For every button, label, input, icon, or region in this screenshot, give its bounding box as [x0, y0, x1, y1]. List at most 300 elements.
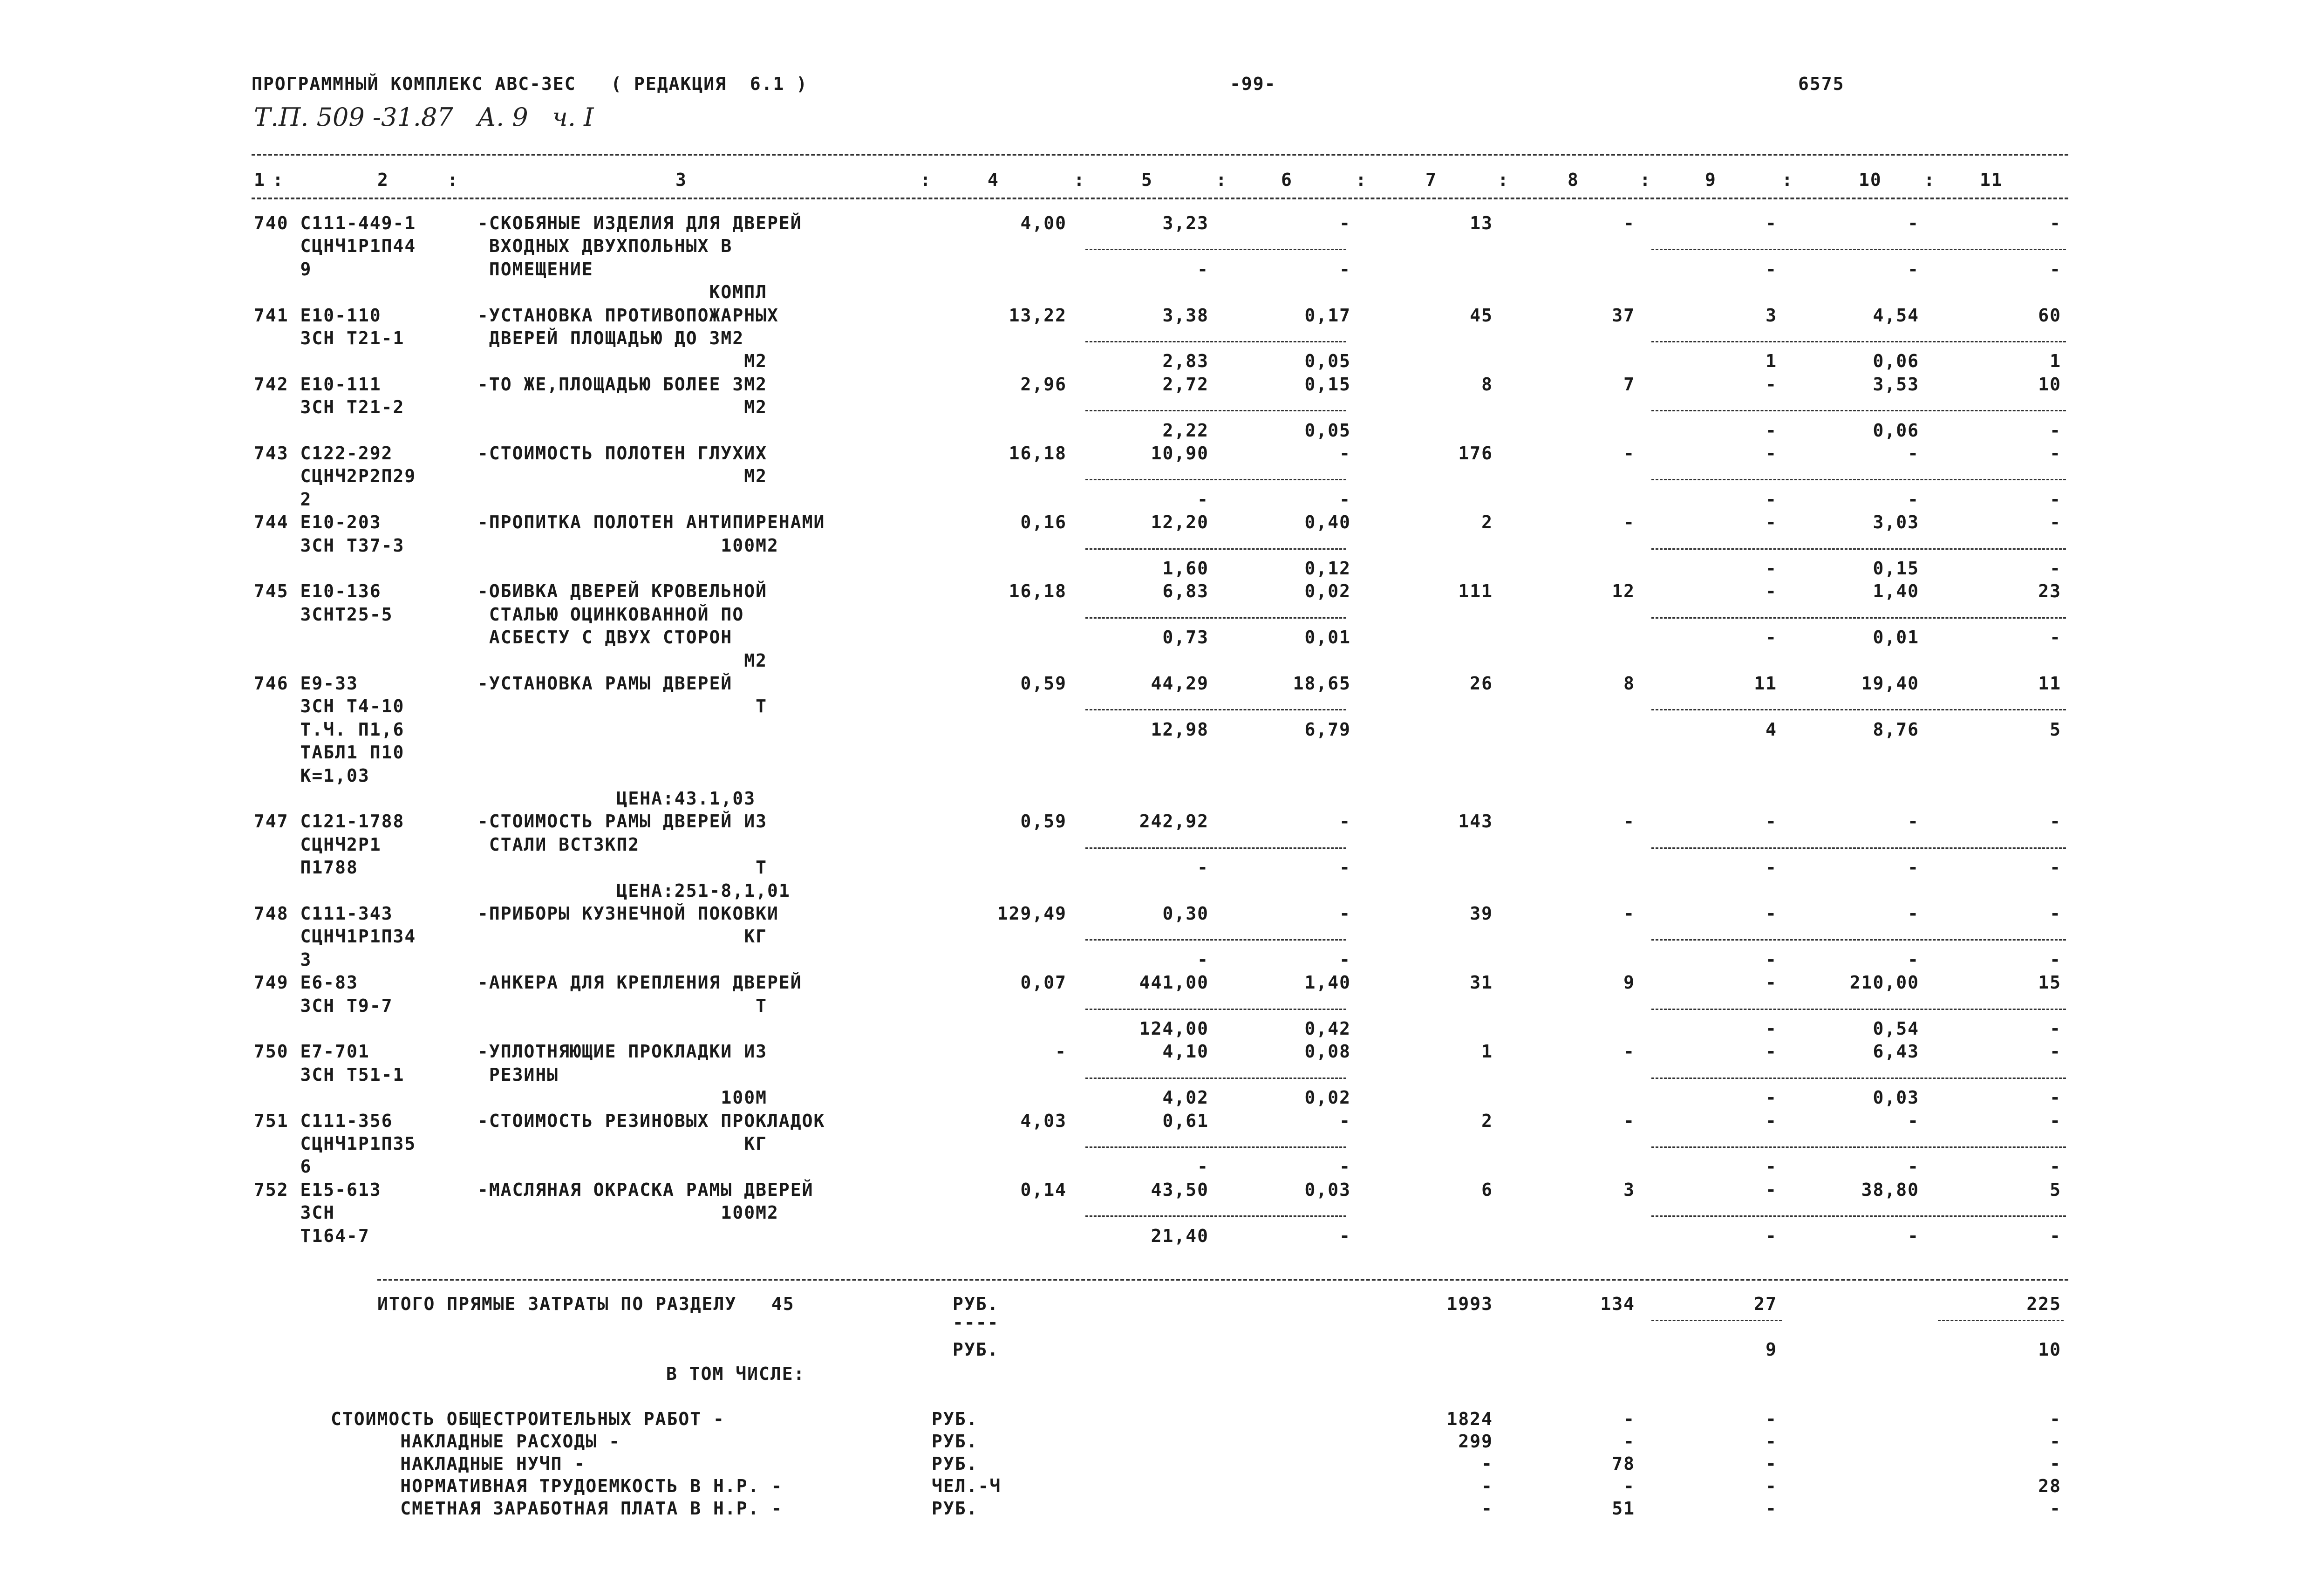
row-code: 750 Е7-701 — [254, 1041, 370, 1062]
row-code: П1788 — [254, 857, 358, 878]
row-description: ПОМЕЩЕНИЕ — [477, 259, 593, 280]
subrule-9-11 — [1651, 617, 2066, 619]
row-description: КГ — [477, 1133, 767, 1154]
summary-value-c9: - — [1766, 1476, 1777, 1496]
row-value-c11: - — [2050, 903, 2061, 924]
row-value-c8: - — [1623, 213, 1635, 233]
row-code: 745 Е10-136 — [254, 581, 382, 602]
row-value-c5: - — [1197, 489, 1209, 510]
row-value-c10: - — [1908, 1110, 1919, 1131]
row-code: 751 С111-356 — [254, 1110, 393, 1131]
summary-unit: РУБ. — [932, 1453, 978, 1474]
row-code: 746 Е9-33 — [254, 673, 358, 694]
row-code: СЦНЧ1Р1П34 — [254, 926, 416, 947]
totals-value-c9: 9 — [1766, 1339, 1777, 1360]
row-value-c6: - — [1339, 949, 1351, 970]
row-value-c6: - — [1339, 811, 1351, 832]
summary-unit: РУБ. — [932, 1409, 978, 1429]
row-value-c9: - — [1766, 1018, 1777, 1039]
row-value-c11: 5 — [2050, 719, 2061, 740]
row-value-c6: 0,12 — [1304, 558, 1351, 579]
row-value-c7: 176 — [1458, 443, 1493, 464]
subrule-5-6 — [1085, 548, 1346, 550]
totals-unit: РУБ. — [953, 1294, 999, 1314]
row-value-c4: 16,18 — [1009, 581, 1067, 602]
row-value-c9: - — [1766, 259, 1777, 280]
row-value-c6: - — [1339, 213, 1351, 233]
row-value-c9: - — [1766, 972, 1777, 993]
row-value-c6: 0,40 — [1304, 512, 1351, 533]
row-description: ЦЕНА:251-8,1,01 — [477, 880, 791, 901]
row-code: Т.Ч. П1,6 — [254, 719, 405, 740]
row-value-c7: 13 — [1470, 213, 1493, 233]
row-value-c4: 13,22 — [1009, 305, 1067, 326]
subrule-9-11 — [1651, 341, 2066, 342]
rule-under-header — [252, 198, 2068, 199]
row-code: К=1,03 — [254, 765, 370, 786]
totals-value-c8: 134 — [1600, 1294, 1635, 1314]
row-value-c11: - — [2050, 1087, 2061, 1108]
row-value-c10: - — [1908, 489, 1919, 510]
row-code: ЗСН Т37-3 — [254, 535, 405, 556]
subrule-9-11 — [1651, 479, 2066, 480]
row-value-c9: - — [1766, 512, 1777, 533]
row-value-c9: - — [1766, 627, 1777, 648]
program-header: ПРОГРАММНЫЙ КОМПЛЕКС АВС-3ЕС ( РЕДАКЦИЯ 6.1 ) — [252, 74, 808, 94]
row-value-c5: 242,92 — [1139, 811, 1209, 832]
summary-value-c7: 299 — [1458, 1431, 1493, 1452]
subrule-totals-11 — [1938, 1320, 2064, 1321]
row-description: -СТОИМОСТЬ ПОЛОТЕН ГЛУХИХ — [477, 443, 767, 464]
row-value-c10: 0,15 — [1873, 558, 1919, 579]
row-value-c9: 3 — [1766, 305, 1777, 326]
summary-label: НАКЛАДНЫЕ НУЧП - — [331, 1453, 586, 1474]
subrule-9-11 — [1651, 847, 2066, 849]
row-value-c4: 0,59 — [1020, 811, 1067, 832]
column-number: 10 — [1859, 170, 1882, 190]
row-value-c8: - — [1623, 1110, 1635, 1131]
row-value-c10: 210,00 — [1849, 972, 1919, 993]
row-description: СТАЛЬЮ ОЦИНКОВАННОЙ ПО — [477, 604, 744, 625]
row-value-c4: 16,18 — [1009, 443, 1067, 464]
row-value-c11: - — [2050, 512, 2061, 533]
row-value-c4: 129,49 — [997, 903, 1067, 924]
column-separator: : — [1498, 170, 1509, 190]
row-value-c6: - — [1339, 443, 1351, 464]
row-value-c10: - — [1908, 811, 1919, 832]
row-value-c9: - — [1766, 213, 1777, 233]
row-value-c6: - — [1339, 259, 1351, 280]
row-value-c9: 11 — [1754, 673, 1777, 694]
row-value-c5: 441,00 — [1139, 972, 1209, 993]
row-code: ТАБЛ1 П10 — [254, 742, 405, 763]
row-value-c11: 60 — [2038, 305, 2061, 326]
row-value-c9: - — [1766, 1087, 1777, 1108]
row-value-c8: - — [1623, 443, 1635, 464]
summary-label: НОРМАТИВНАЯ ТРУДОЕМКОСТЬ В Н.Р. - — [331, 1476, 783, 1496]
row-code: 9 — [254, 259, 312, 280]
summary-label: СМЕТНАЯ ЗАРАБОТНАЯ ПЛАТА В Н.Р. - — [331, 1498, 783, 1519]
row-value-c4: 0,59 — [1020, 673, 1067, 694]
row-value-c7: 6 — [1481, 1179, 1493, 1200]
row-value-c9: - — [1766, 581, 1777, 602]
row-value-c6: 0,17 — [1304, 305, 1351, 326]
row-value-c5: 43,50 — [1151, 1179, 1209, 1200]
row-code: ЗСН Т9-7 — [254, 995, 393, 1016]
row-value-c9: - — [1766, 1179, 1777, 1200]
row-value-c6: 0,02 — [1304, 581, 1351, 602]
row-value-c11: - — [2050, 213, 2061, 233]
row-value-c7: 39 — [1470, 903, 1493, 924]
subrule-5-6 — [1085, 341, 1346, 342]
row-code: 748 С111-343 — [254, 903, 393, 924]
row-value-c5: 4,10 — [1162, 1041, 1209, 1062]
row-code: 742 Е10-111 — [254, 374, 382, 395]
row-code: 740 С111-449-1 — [254, 213, 416, 233]
row-value-c8: 8 — [1623, 673, 1635, 694]
row-description: -ПРОПИТКА ПОЛОТЕН АНТИПИРЕНАМИ — [477, 512, 825, 533]
row-value-c11: - — [2050, 1110, 2061, 1131]
column-separator: : — [920, 170, 932, 190]
row-value-c11: - — [2050, 1018, 2061, 1039]
row-value-c8: 12 — [1612, 581, 1635, 602]
row-value-c9: - — [1766, 857, 1777, 878]
row-value-c5: 1,60 — [1162, 558, 1209, 579]
row-value-c9: - — [1766, 558, 1777, 579]
summary-value-c8: - — [1623, 1409, 1635, 1429]
row-value-c8: - — [1623, 1041, 1635, 1062]
row-description: -ПРИБОРЫ КУЗНЕЧНОЙ ПОКОВКИ — [477, 903, 779, 924]
subrule-5-6 — [1085, 479, 1346, 480]
row-value-c5: 0,61 — [1162, 1110, 1209, 1131]
row-value-c10: - — [1908, 857, 1919, 878]
subrule-9-11 — [1651, 249, 2066, 250]
column-separator: : — [1640, 170, 1651, 190]
subrule-9-11 — [1651, 1078, 2066, 1079]
summary-value-c7: - — [1481, 1453, 1493, 1474]
row-value-c10: 3,03 — [1873, 512, 1919, 533]
row-value-c9: - — [1766, 420, 1777, 441]
row-value-c6: 0,05 — [1304, 351, 1351, 372]
row-value-c8: 37 — [1612, 305, 1635, 326]
row-value-c10: - — [1908, 1225, 1919, 1246]
column-separator: : — [1074, 170, 1085, 190]
row-description: М2 — [477, 466, 767, 487]
including-heading: В ТОМ ЧИСЛЕ: — [666, 1364, 805, 1384]
column-number: 7 — [1425, 170, 1437, 190]
totals-value-c9: 27 — [1754, 1294, 1777, 1314]
row-value-c7: 111 — [1458, 581, 1493, 602]
row-value-c7: 1 — [1481, 1041, 1493, 1062]
row-description: Т — [477, 857, 767, 878]
row-value-c9: - — [1766, 374, 1777, 395]
row-value-c9: 4 — [1766, 719, 1777, 740]
row-description: АСБЕСТУ С ДВУХ СТОРОН — [477, 627, 733, 648]
row-value-c5: 0,73 — [1162, 627, 1209, 648]
summary-value-c9: - — [1766, 1453, 1777, 1474]
row-code: 741 Е10-110 — [254, 305, 382, 326]
row-description: -АНКЕРА ДЛЯ КРЕПЛЕНИЯ ДВЕРЕЙ — [477, 972, 802, 993]
summary-unit: РУБ. — [932, 1498, 978, 1519]
totals-unit-dash: ---- — [953, 1312, 999, 1333]
row-value-c9: 1 — [1766, 351, 1777, 372]
summary-value-c8: - — [1623, 1431, 1635, 1452]
row-value-c10: 6,43 — [1873, 1041, 1919, 1062]
summary-value-c9: - — [1766, 1409, 1777, 1429]
subrule-9-11 — [1651, 410, 2066, 411]
row-value-c6: - — [1339, 903, 1351, 924]
row-code: 747 С121-1788 — [254, 811, 405, 832]
subrule-9-11 — [1651, 1215, 2066, 1217]
row-value-c6: 6,79 — [1304, 719, 1351, 740]
row-description: 100М2 — [477, 1202, 779, 1223]
summary-label: НАКЛАДНЫЕ РАСХОДЫ - — [331, 1431, 620, 1452]
summary-value-c11: 28 — [2038, 1476, 2061, 1496]
row-value-c9: - — [1766, 1041, 1777, 1062]
row-value-c8: - — [1623, 811, 1635, 832]
row-code: ЗСН Т21-2 — [254, 397, 405, 418]
row-value-c11: - — [2050, 811, 2061, 832]
row-code: СЦНЧ2Р1 — [254, 834, 382, 855]
row-code: 743 С122-292 — [254, 443, 393, 464]
row-value-c9: - — [1766, 811, 1777, 832]
totals-value-c11: 225 — [2026, 1294, 2061, 1314]
row-value-c6: 0,03 — [1304, 1179, 1351, 1200]
row-code: 752 Е15-613 — [254, 1179, 382, 1200]
subrule-5-6 — [1085, 1078, 1346, 1079]
subrule-9-11 — [1651, 1009, 2066, 1010]
row-value-c11: 23 — [2038, 581, 2061, 602]
page-number: -99- — [1230, 74, 1276, 94]
document-code: 6575 — [1798, 74, 1845, 94]
row-value-c10: 38,80 — [1861, 1179, 1919, 1200]
row-value-c6: 1,40 — [1304, 972, 1351, 993]
summary-value-c8: - — [1623, 1476, 1635, 1496]
row-value-c6: 0,15 — [1304, 374, 1351, 395]
row-value-c10: 0,01 — [1873, 627, 1919, 648]
row-value-c11: - — [2050, 259, 2061, 280]
row-value-c8: - — [1623, 512, 1635, 533]
row-value-c11: - — [2050, 857, 2061, 878]
row-value-c11: - — [2050, 627, 2061, 648]
summary-value-c11: - — [2050, 1453, 2061, 1474]
row-description: ЦЕНА:43.1,03 — [477, 788, 756, 809]
totals-value-c11: 10 — [2038, 1339, 2061, 1360]
row-value-c5: 4,02 — [1162, 1087, 1209, 1108]
column-separator: : — [1216, 170, 1227, 190]
column-number: 2 — [377, 170, 389, 190]
column-number: 6 — [1281, 170, 1293, 190]
row-description: ДВЕРЕЙ ПЛОЩАДЬЮ ДО 3М2 — [477, 328, 744, 348]
row-value-c6: - — [1339, 1225, 1351, 1246]
row-value-c10: 1,40 — [1873, 581, 1919, 602]
row-value-c6: 0,42 — [1304, 1018, 1351, 1039]
summary-value-c7: - — [1481, 1498, 1493, 1519]
row-value-c9: - — [1766, 489, 1777, 510]
subrule-5-6 — [1085, 847, 1346, 849]
row-value-c6: - — [1339, 489, 1351, 510]
row-value-c10: - — [1908, 213, 1919, 233]
column-number: 8 — [1568, 170, 1579, 190]
row-value-c7: 8 — [1481, 374, 1493, 395]
row-value-c11: - — [2050, 489, 2061, 510]
subrule-5-6 — [1085, 709, 1346, 710]
row-value-c5: 12,98 — [1151, 719, 1209, 740]
row-code: 2 — [254, 489, 312, 510]
row-description: -МАСЛЯНАЯ ОКРАСКА РАМЫ ДВЕРЕЙ — [477, 1179, 814, 1200]
row-value-c9: - — [1766, 443, 1777, 464]
row-value-c11: - — [2050, 1041, 2061, 1062]
row-value-c4: - — [1055, 1041, 1067, 1062]
row-value-c11: - — [2050, 1156, 2061, 1177]
row-value-c11: - — [2050, 443, 2061, 464]
summary-value-c9: - — [1766, 1498, 1777, 1519]
row-value-c6: 0,08 — [1304, 1041, 1351, 1062]
row-description: М2 — [477, 351, 767, 372]
row-value-c11: - — [2050, 949, 2061, 970]
row-value-c10: 4,54 — [1873, 305, 1919, 326]
row-value-c10: - — [1908, 1156, 1919, 1177]
row-code: 744 Е10-203 — [254, 512, 382, 533]
subrule-5-6 — [1085, 410, 1346, 411]
column-separator: : — [1924, 170, 1936, 190]
row-value-c10: - — [1908, 903, 1919, 924]
row-value-c5: - — [1197, 1156, 1209, 1177]
row-description: -ОБИВКА ДВЕРЕЙ КРОВЕЛЬНОЙ — [477, 581, 767, 602]
row-code: ЗСН Т4-10 — [254, 696, 405, 717]
summary-value-c8: 78 — [1612, 1453, 1635, 1474]
row-value-c10: 0,06 — [1873, 420, 1919, 441]
row-description: КОМПЛ — [477, 282, 767, 303]
row-description: М2 — [477, 650, 767, 671]
column-number: 9 — [1705, 170, 1717, 190]
row-value-c10: - — [1908, 949, 1919, 970]
row-value-c6: 0,01 — [1304, 627, 1351, 648]
row-description: СТАЛИ ВСТ3КП2 — [477, 834, 640, 855]
subrule-9-11 — [1651, 709, 2066, 710]
row-value-c5: 2,22 — [1162, 420, 1209, 441]
row-value-c5: 124,00 — [1139, 1018, 1209, 1039]
row-value-c4: 0,14 — [1020, 1179, 1067, 1200]
subrule-9-11 — [1651, 548, 2066, 550]
row-value-c6: - — [1339, 1110, 1351, 1131]
row-description: РЕЗИНЫ — [477, 1064, 559, 1085]
row-value-c4: 0,07 — [1020, 972, 1067, 993]
row-value-c11: 1 — [2050, 351, 2061, 372]
row-value-c5: 0,30 — [1162, 903, 1209, 924]
summary-value-c11: - — [2050, 1498, 2061, 1519]
row-value-c4: 2,96 — [1020, 374, 1067, 395]
row-description: 100М — [477, 1087, 767, 1108]
row-value-c5: 44,29 — [1151, 673, 1209, 694]
row-description: -СТОИМОСТЬ РАМЫ ДВЕРЕЙ ИЗ — [477, 811, 767, 832]
row-description: -СТОИМОСТЬ РЕЗИНОВЫХ ПРОКЛАДОК — [477, 1110, 825, 1131]
summary-value-c11: - — [2050, 1409, 2061, 1429]
row-code: ЗСН Т21-1 — [254, 328, 405, 348]
row-value-c5: 10,90 — [1151, 443, 1209, 464]
totals-label: ИТОГО ПРЯМЫЕ ЗАТРАТЫ ПО РАЗДЕЛУ 45 — [377, 1294, 795, 1314]
row-value-c5: 6,83 — [1162, 581, 1209, 602]
row-description: Т — [477, 696, 767, 717]
row-code: СЦНЧ1Р1П35 — [254, 1133, 416, 1154]
column-separator: : — [1782, 170, 1793, 190]
row-value-c5: 12,20 — [1151, 512, 1209, 533]
row-code: ЗСНТ25-5 — [254, 604, 393, 625]
row-code: ЗСН — [254, 1202, 335, 1223]
row-value-c10: 3,53 — [1873, 374, 1919, 395]
column-separator: : — [447, 170, 459, 190]
row-value-c11: 10 — [2038, 374, 2061, 395]
column-number: 1 — [254, 170, 266, 190]
row-value-c10: 8,76 — [1873, 719, 1919, 740]
subrule-5-6 — [1085, 939, 1346, 941]
row-value-c6: - — [1339, 857, 1351, 878]
summary-value-c7: - — [1481, 1476, 1493, 1496]
summary-value-c9: - — [1766, 1431, 1777, 1452]
row-value-c5: - — [1197, 857, 1209, 878]
row-value-c8: - — [1623, 903, 1635, 924]
totals-value-c7: 1993 — [1446, 1294, 1493, 1314]
row-value-c10: 0,06 — [1873, 351, 1919, 372]
row-value-c8: 7 — [1623, 374, 1635, 395]
row-value-c5: 3,23 — [1162, 213, 1209, 233]
subrule-totals-9 — [1651, 1320, 1782, 1321]
row-code: ЗСН Т51-1 — [254, 1064, 405, 1085]
subrule-9-11 — [1651, 939, 2066, 941]
row-value-c9: - — [1766, 949, 1777, 970]
subrule-9-11 — [1651, 1146, 2066, 1148]
row-value-c6: 0,02 — [1304, 1087, 1351, 1108]
summary-value-c11: - — [2050, 1431, 2061, 1452]
row-value-c5: 2,72 — [1162, 374, 1209, 395]
row-value-c4: 4,00 — [1020, 213, 1067, 233]
rule-totals — [377, 1279, 2068, 1281]
row-value-c5: - — [1197, 949, 1209, 970]
summary-value-c7: 1824 — [1446, 1409, 1493, 1429]
row-value-c5: 21,40 — [1151, 1225, 1209, 1246]
row-value-c9: - — [1766, 1156, 1777, 1177]
row-code: СЦНЧ1Р1П44 — [254, 236, 416, 257]
column-number: 4 — [988, 170, 999, 190]
row-value-c11: - — [2050, 558, 2061, 579]
row-value-c10: - — [1908, 443, 1919, 464]
row-description: -ТО ЖЕ,ПЛОЩАДЬЮ БОЛЕЕ 3М2 — [477, 374, 767, 395]
subrule-5-6 — [1085, 617, 1346, 619]
summary-unit: ЧЕЛ.-Ч — [932, 1476, 1002, 1496]
summary-value-c8: 51 — [1612, 1498, 1635, 1519]
row-value-c9: - — [1766, 1110, 1777, 1131]
row-value-c10: 19,40 — [1861, 673, 1919, 694]
row-value-c7: 2 — [1481, 512, 1493, 533]
summary-label: СТОИМОСТЬ ОБЩЕСТРОИТЕЛЬНЫХ РАБОТ - — [331, 1409, 725, 1429]
row-description: -УПЛОТНЯЮЩИЕ ПРОКЛАДКИ ИЗ — [477, 1041, 767, 1062]
row-code: 3 — [254, 949, 312, 970]
rule-top — [252, 154, 2068, 156]
row-value-c6: 18,65 — [1293, 673, 1351, 694]
row-description: КГ — [477, 926, 767, 947]
row-description: М2 — [477, 397, 767, 418]
subrule-5-6 — [1085, 249, 1346, 250]
column-separator: : — [1356, 170, 1367, 190]
column-number: 3 — [675, 170, 687, 190]
row-description: Т — [477, 995, 767, 1016]
row-code: 749 Е6-83 — [254, 972, 358, 993]
row-value-c11: - — [2050, 420, 2061, 441]
column-separator: : — [273, 170, 284, 190]
column-number: 11 — [1980, 170, 2003, 190]
row-value-c4: 0,16 — [1020, 512, 1067, 533]
row-value-c8: 3 — [1623, 1179, 1635, 1200]
